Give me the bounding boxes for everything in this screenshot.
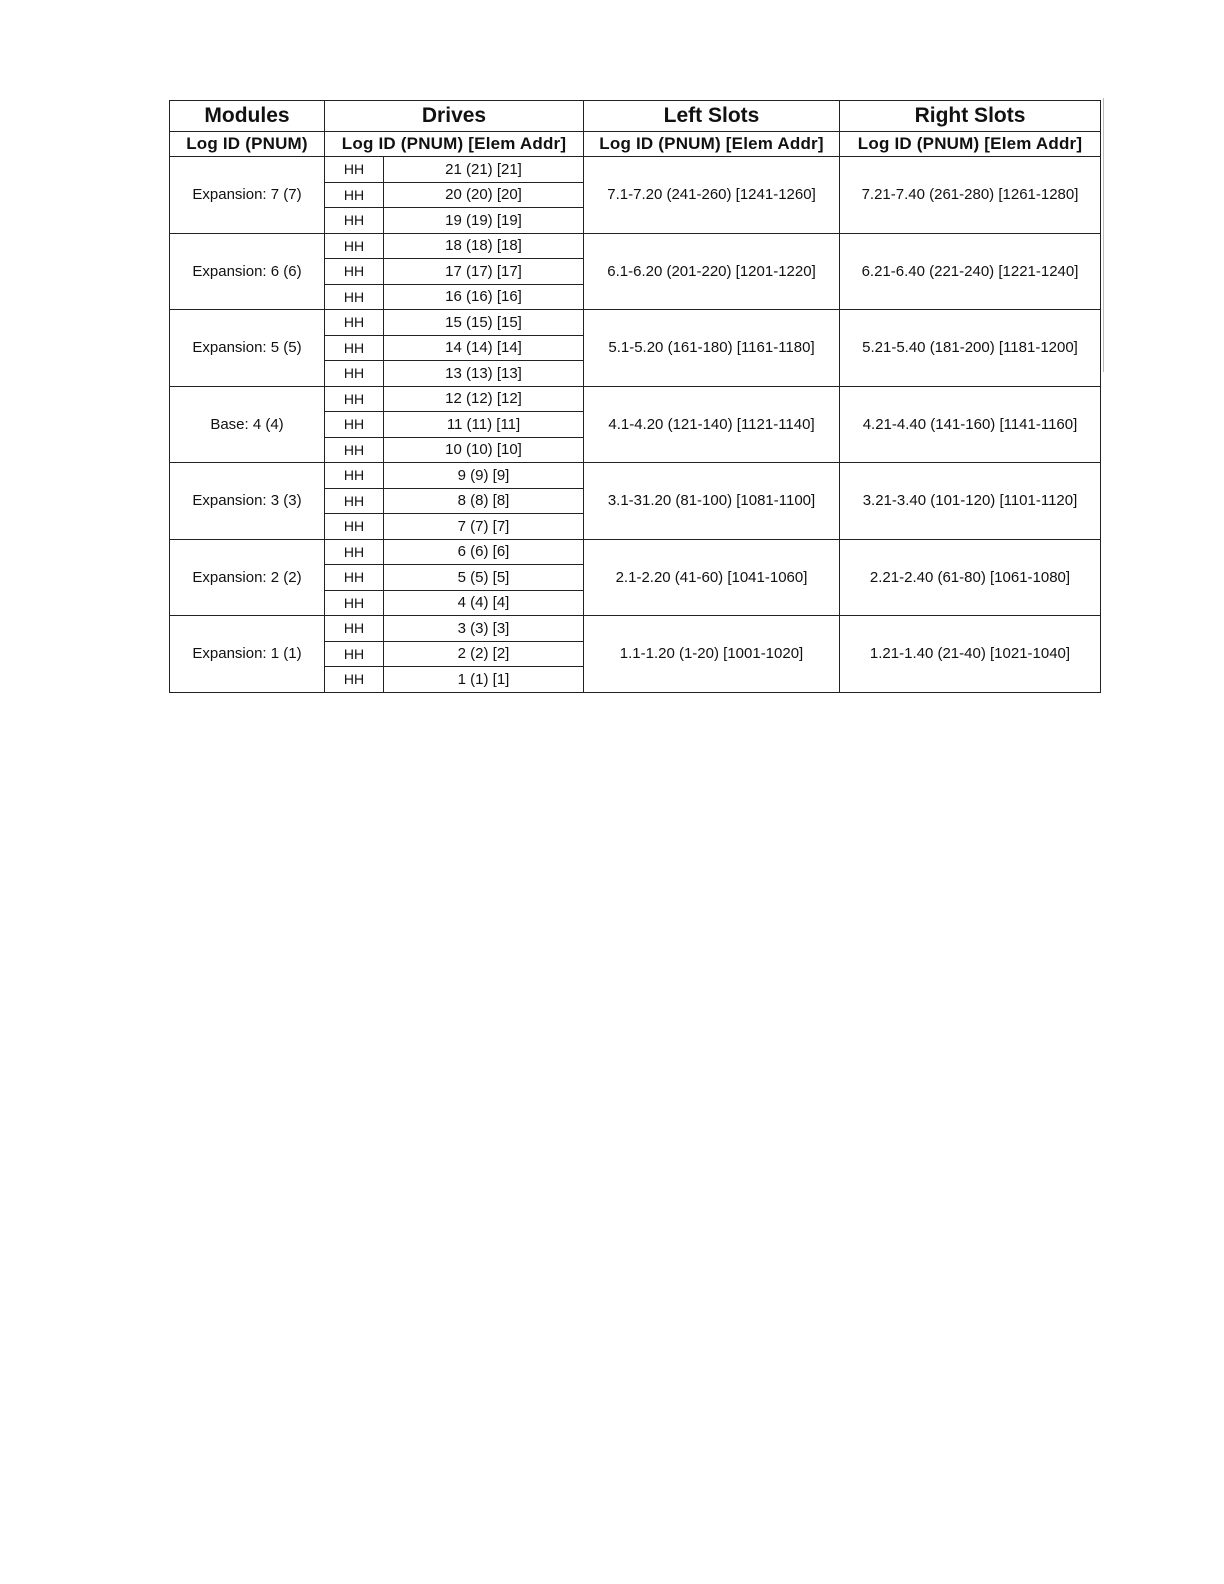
right-slots-header: Right Slots bbox=[840, 101, 1101, 132]
left-slots-subheader: Log ID (PNUM) [Elem Addr] bbox=[584, 132, 840, 157]
drive-type-cell: HH bbox=[325, 284, 384, 310]
drive-type-cell: HH bbox=[325, 539, 384, 565]
drive-id-cell: 2 (2) [2] bbox=[384, 641, 584, 667]
drive-type-cell: HH bbox=[325, 259, 384, 285]
drive-id-cell: 19 (19) [19] bbox=[384, 208, 584, 234]
table-row bbox=[170, 463, 1101, 489]
modules-subheader: Log ID (PNUM) bbox=[170, 132, 325, 157]
drive-type-cell: HH bbox=[325, 412, 384, 438]
drive-id-cell: 15 (15) [15] bbox=[384, 310, 584, 336]
right-slots-cell: 1.21-1.40 (21-40) [1021-1040] bbox=[840, 616, 1101, 693]
drive-type-cell: HH bbox=[325, 565, 384, 591]
drive-type-cell: HH bbox=[325, 361, 384, 387]
module-cell: Expansion: 7 (7) bbox=[170, 157, 325, 234]
drive-id-cell: 5 (5) [5] bbox=[384, 565, 584, 591]
drive-id-cell: 11 (11) [11] bbox=[384, 412, 584, 438]
right-slots-cell: 2.21-2.40 (61-80) [1061-1080] bbox=[840, 539, 1101, 616]
drive-type-cell: HH bbox=[325, 437, 384, 463]
table-row bbox=[170, 386, 1101, 412]
drive-type-cell: HH bbox=[325, 386, 384, 412]
drive-type-cell: HH bbox=[325, 233, 384, 259]
left-slots-cell: 5.1-5.20 (161-180) [1161-1180] bbox=[584, 310, 840, 387]
drive-type-cell: HH bbox=[325, 157, 384, 183]
table-row bbox=[170, 616, 1101, 642]
drive-id-cell: 1 (1) [1] bbox=[384, 667, 584, 693]
drive-type-cell: HH bbox=[325, 488, 384, 514]
drive-id-cell: 13 (13) [13] bbox=[384, 361, 584, 387]
drive-type-cell: HH bbox=[325, 310, 384, 336]
drive-id-cell: 12 (12) [12] bbox=[384, 386, 584, 412]
right-slots-cell: 6.21-6.40 (221-240) [1221-1240] bbox=[840, 233, 1101, 310]
drive-id-cell: 21 (21) [21] bbox=[384, 157, 584, 183]
drives-header: Drives bbox=[325, 101, 584, 132]
drive-type-cell: HH bbox=[325, 641, 384, 667]
subheader-row bbox=[170, 132, 1101, 157]
module-cell: Base: 4 (4) bbox=[170, 386, 325, 463]
header-row bbox=[170, 101, 1101, 132]
drive-id-cell: 16 (16) [16] bbox=[384, 284, 584, 310]
left-slots-cell: 1.1-1.20 (1-20) [1001-1020] bbox=[584, 616, 840, 693]
module-cell: Expansion: 1 (1) bbox=[170, 616, 325, 693]
drive-type-cell: HH bbox=[325, 514, 384, 540]
drive-type-cell: HH bbox=[325, 208, 384, 234]
drive-type-cell: HH bbox=[325, 667, 384, 693]
left-slots-cell: 3.1-31.20 (81-100) [1081-1100] bbox=[584, 463, 840, 540]
table-row bbox=[170, 310, 1101, 336]
library-map-table bbox=[169, 100, 1101, 693]
drive-id-cell: 8 (8) [8] bbox=[384, 488, 584, 514]
drive-id-cell: 9 (9) [9] bbox=[384, 463, 584, 489]
drive-id-cell: 4 (4) [4] bbox=[384, 590, 584, 616]
table-row bbox=[170, 539, 1101, 565]
left-slots-cell: 6.1-6.20 (201-220) [1201-1220] bbox=[584, 233, 840, 310]
drive-id-cell: 18 (18) [18] bbox=[384, 233, 584, 259]
right-slots-cell: 7.21-7.40 (261-280) [1261-1280] bbox=[840, 157, 1101, 234]
right-slots-cell: 3.21-3.40 (101-120) [1101-1120] bbox=[840, 463, 1101, 540]
module-cell: Expansion: 2 (2) bbox=[170, 539, 325, 616]
drive-type-cell: HH bbox=[325, 616, 384, 642]
drive-id-cell: 14 (14) [14] bbox=[384, 335, 584, 361]
page-edge-line bbox=[1103, 98, 1104, 372]
drive-id-cell: 6 (6) [6] bbox=[384, 539, 584, 565]
table-row bbox=[170, 233, 1101, 259]
drive-type-cell: HH bbox=[325, 590, 384, 616]
drive-type-cell: HH bbox=[325, 182, 384, 208]
right-slots-cell: 5.21-5.40 (181-200) [1181-1200] bbox=[840, 310, 1101, 387]
module-cell: Expansion: 3 (3) bbox=[170, 463, 325, 540]
drive-id-cell: 17 (17) [17] bbox=[384, 259, 584, 285]
drive-type-cell: HH bbox=[325, 335, 384, 361]
drives-subheader: Log ID (PNUM) [Elem Addr] bbox=[325, 132, 584, 157]
right-slots-subheader: Log ID (PNUM) [Elem Addr] bbox=[840, 132, 1101, 157]
module-cell: Expansion: 5 (5) bbox=[170, 310, 325, 387]
drive-id-cell: 7 (7) [7] bbox=[384, 514, 584, 540]
drive-id-cell: 10 (10) [10] bbox=[384, 437, 584, 463]
drive-type-cell: HH bbox=[325, 463, 384, 489]
modules-header: Modules bbox=[170, 101, 325, 132]
left-slots-cell: 4.1-4.20 (121-140) [1121-1140] bbox=[584, 386, 840, 463]
right-slots-cell: 4.21-4.40 (141-160) [1141-1160] bbox=[840, 386, 1101, 463]
left-slots-header: Left Slots bbox=[584, 101, 840, 132]
table-row bbox=[170, 157, 1101, 183]
module-cell: Expansion: 6 (6) bbox=[170, 233, 325, 310]
left-slots-cell: 2.1-2.20 (41-60) [1041-1060] bbox=[584, 539, 840, 616]
drive-id-cell: 20 (20) [20] bbox=[384, 182, 584, 208]
drive-id-cell: 3 (3) [3] bbox=[384, 616, 584, 642]
left-slots-cell: 7.1-7.20 (241-260) [1241-1260] bbox=[584, 157, 840, 234]
